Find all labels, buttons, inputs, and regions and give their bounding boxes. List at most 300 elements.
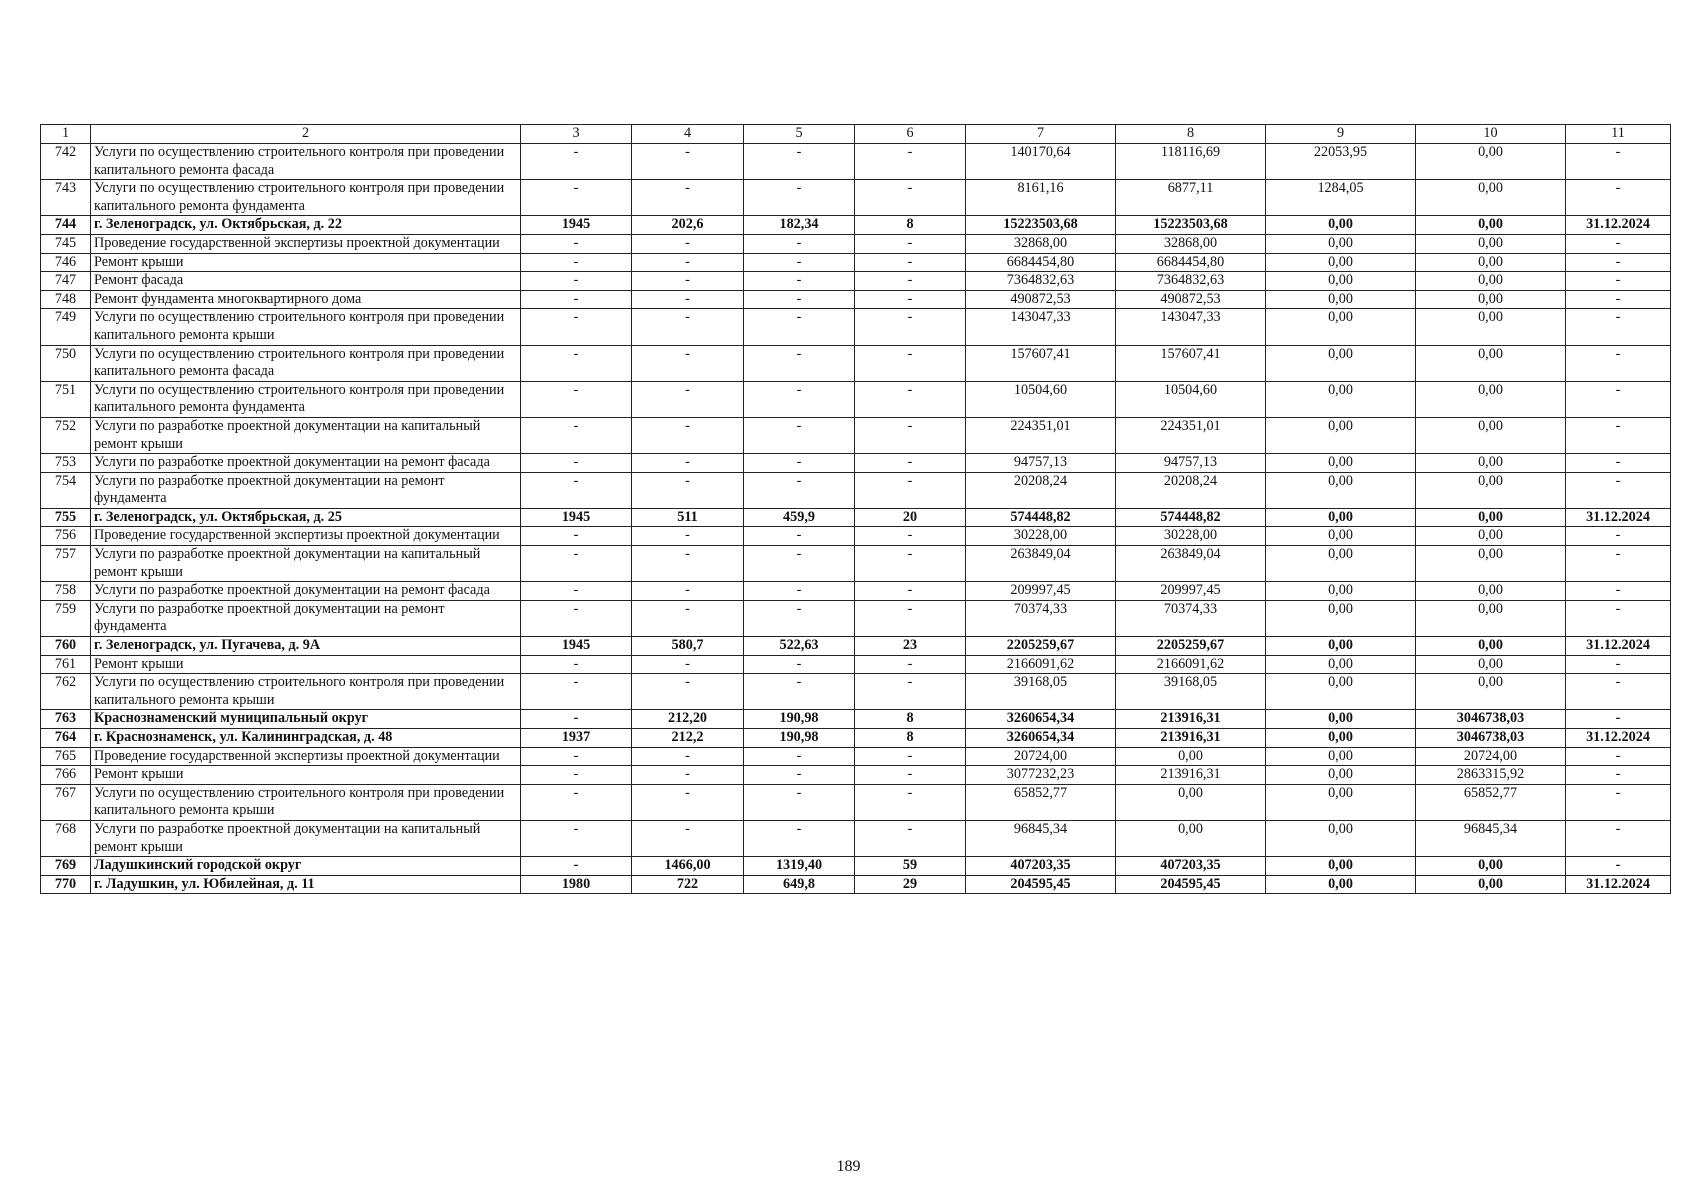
living-area-cell: - bbox=[744, 582, 855, 601]
completion-date-cell: 31.12.2024 bbox=[1566, 875, 1671, 894]
completion-date-cell: 31.12.2024 bbox=[1566, 637, 1671, 656]
total-cost-cell: 263849,04 bbox=[966, 546, 1116, 582]
table-row bbox=[41, 234, 1671, 253]
other-cost-2-cell: 0,00 bbox=[1416, 582, 1566, 601]
other-cost-1-cell: 0,00 bbox=[1266, 546, 1416, 582]
table-row bbox=[41, 472, 1671, 508]
other-cost-1-cell: 0,00 bbox=[1266, 417, 1416, 453]
build-year-cell: - bbox=[521, 272, 632, 291]
fund-cost-cell: 490872,53 bbox=[1116, 290, 1266, 309]
work-description-cell: Проведение государственной экспертизы проектной документации bbox=[91, 747, 521, 766]
residents-count-cell: - bbox=[855, 655, 966, 674]
total-area-cell: - bbox=[632, 309, 744, 345]
other-cost-2-cell: 0,00 bbox=[1416, 234, 1566, 253]
residents-count-cell: - bbox=[855, 381, 966, 417]
living-area-cell: - bbox=[744, 253, 855, 272]
work-description-cell: Ремонт фасада bbox=[91, 272, 521, 291]
other-cost-2-cell: 0,00 bbox=[1416, 216, 1566, 235]
page-number: 189 bbox=[836, 1158, 861, 1175]
row-number-cell: 746 bbox=[41, 253, 91, 272]
total-cost-cell: 204595,45 bbox=[966, 875, 1116, 894]
total-cost-cell: 140170,64 bbox=[966, 144, 1116, 180]
table-row-summary bbox=[41, 729, 1671, 748]
table-row bbox=[41, 272, 1671, 291]
total-area-cell: - bbox=[632, 180, 744, 216]
other-cost-2-cell: 0,00 bbox=[1416, 180, 1566, 216]
other-cost-1-cell: 0,00 bbox=[1266, 674, 1416, 710]
other-cost-1-cell: 0,00 bbox=[1266, 527, 1416, 546]
column-header: 3 bbox=[521, 125, 632, 144]
total-area-cell: - bbox=[632, 253, 744, 272]
build-year-cell: - bbox=[521, 253, 632, 272]
completion-date-cell: - bbox=[1566, 272, 1671, 291]
other-cost-2-cell: 0,00 bbox=[1416, 381, 1566, 417]
living-area-cell: - bbox=[744, 290, 855, 309]
other-cost-1-cell: 0,00 bbox=[1266, 253, 1416, 272]
total-area-cell: - bbox=[632, 381, 744, 417]
build-year-cell: - bbox=[521, 857, 632, 876]
living-area-cell: - bbox=[744, 272, 855, 291]
other-cost-1-cell: 1284,05 bbox=[1266, 180, 1416, 216]
other-cost-2-cell: 0,00 bbox=[1416, 272, 1566, 291]
other-cost-2-cell: 0,00 bbox=[1416, 875, 1566, 894]
fund-cost-cell: 574448,82 bbox=[1116, 508, 1266, 527]
work-description-cell: Услуги по разработке проектной документации на ремонт фундамента bbox=[91, 600, 521, 636]
total-cost-cell: 2166091,62 bbox=[966, 655, 1116, 674]
residents-count-cell: - bbox=[855, 472, 966, 508]
fund-cost-cell: 263849,04 bbox=[1116, 546, 1266, 582]
fund-cost-cell: 209997,45 bbox=[1116, 582, 1266, 601]
residents-count-cell: - bbox=[855, 345, 966, 381]
row-number-cell: 749 bbox=[41, 309, 91, 345]
completion-date-cell: - bbox=[1566, 180, 1671, 216]
column-number-row bbox=[41, 125, 1671, 144]
completion-date-cell: - bbox=[1566, 710, 1671, 729]
living-area-cell: - bbox=[744, 417, 855, 453]
table-row bbox=[41, 527, 1671, 546]
other-cost-1-cell: 0,00 bbox=[1266, 875, 1416, 894]
table-row bbox=[41, 784, 1671, 820]
table-row bbox=[41, 417, 1671, 453]
work-description-cell: Услуги по осуществлению строительного контроля при проведении капитального ремонта фасада bbox=[91, 144, 521, 180]
row-number-cell: 753 bbox=[41, 454, 91, 473]
row-number-cell: 758 bbox=[41, 582, 91, 601]
other-cost-1-cell: 0,00 bbox=[1266, 729, 1416, 748]
residents-count-cell: - bbox=[855, 417, 966, 453]
total-cost-cell: 39168,05 bbox=[966, 674, 1116, 710]
completion-date-cell: - bbox=[1566, 527, 1671, 546]
fund-cost-cell: 20208,24 bbox=[1116, 472, 1266, 508]
fund-cost-cell: 2166091,62 bbox=[1116, 655, 1266, 674]
total-cost-cell: 96845,34 bbox=[966, 820, 1116, 856]
work-description-cell: Ремонт крыши bbox=[91, 253, 521, 272]
living-area-cell: 190,98 bbox=[744, 710, 855, 729]
total-cost-cell: 3260654,34 bbox=[966, 729, 1116, 748]
living-area-cell: - bbox=[744, 454, 855, 473]
total-cost-cell: 30228,00 bbox=[966, 527, 1116, 546]
total-area-cell: - bbox=[632, 674, 744, 710]
living-area-cell: 459,9 bbox=[744, 508, 855, 527]
other-cost-2-cell: 2863315,92 bbox=[1416, 766, 1566, 785]
other-cost-1-cell: 0,00 bbox=[1266, 272, 1416, 291]
fund-cost-cell: 6877,11 bbox=[1116, 180, 1266, 216]
residents-count-cell: 59 bbox=[855, 857, 966, 876]
work-description-cell: Услуги по разработке проектной документации на капитальный ремонт крыши bbox=[91, 820, 521, 856]
completion-date-cell: - bbox=[1566, 381, 1671, 417]
total-cost-cell: 157607,41 bbox=[966, 345, 1116, 381]
fund-cost-cell: 7364832,63 bbox=[1116, 272, 1266, 291]
total-cost-cell: 574448,82 bbox=[966, 508, 1116, 527]
living-area-cell: 1319,40 bbox=[744, 857, 855, 876]
build-year-cell: - bbox=[521, 309, 632, 345]
residents-count-cell: - bbox=[855, 674, 966, 710]
build-year-cell: - bbox=[521, 290, 632, 309]
residents-count-cell: 23 bbox=[855, 637, 966, 656]
total-cost-cell: 15223503,68 bbox=[966, 216, 1116, 235]
build-year-cell: 1945 bbox=[521, 637, 632, 656]
total-area-cell: - bbox=[632, 472, 744, 508]
fund-cost-cell: 0,00 bbox=[1116, 820, 1266, 856]
other-cost-2-cell: 0,00 bbox=[1416, 144, 1566, 180]
total-cost-cell: 209997,45 bbox=[966, 582, 1116, 601]
other-cost-2-cell: 0,00 bbox=[1416, 454, 1566, 473]
fund-cost-cell: 204595,45 bbox=[1116, 875, 1266, 894]
fund-cost-cell: 32868,00 bbox=[1116, 234, 1266, 253]
living-area-cell: - bbox=[744, 766, 855, 785]
table-body bbox=[41, 144, 1671, 894]
build-year-cell: - bbox=[521, 710, 632, 729]
other-cost-1-cell: 0,00 bbox=[1266, 820, 1416, 856]
column-header: 6 bbox=[855, 125, 966, 144]
completion-date-cell: - bbox=[1566, 290, 1671, 309]
build-year-cell: - bbox=[521, 417, 632, 453]
fund-cost-cell: 70374,33 bbox=[1116, 600, 1266, 636]
living-area-cell: - bbox=[744, 546, 855, 582]
row-number-cell: 743 bbox=[41, 180, 91, 216]
work-description-cell: Проведение государственной экспертизы проектной документации bbox=[91, 527, 521, 546]
fund-cost-cell: 30228,00 bbox=[1116, 527, 1266, 546]
total-area-cell: - bbox=[632, 784, 744, 820]
fund-cost-cell: 0,00 bbox=[1116, 747, 1266, 766]
total-cost-cell: 20208,24 bbox=[966, 472, 1116, 508]
row-number-cell: 768 bbox=[41, 820, 91, 856]
work-description-cell: Услуги по разработке проектной документации на ремонт фасада bbox=[91, 582, 521, 601]
total-cost-cell: 94757,13 bbox=[966, 454, 1116, 473]
other-cost-2-cell: 0,00 bbox=[1416, 345, 1566, 381]
work-description-cell: г. Зеленоградск, ул. Октябрьская, д. 25 bbox=[91, 508, 521, 527]
work-description-cell: Услуги по осуществлению строительного контроля при проведении капитального ремонта крыши bbox=[91, 309, 521, 345]
other-cost-2-cell: 0,00 bbox=[1416, 857, 1566, 876]
fund-cost-cell: 224351,01 bbox=[1116, 417, 1266, 453]
build-year-cell: - bbox=[521, 600, 632, 636]
work-description-cell: Ремонт крыши bbox=[91, 766, 521, 785]
table-row-summary bbox=[41, 637, 1671, 656]
fund-cost-cell: 143047,33 bbox=[1116, 309, 1266, 345]
living-area-cell: - bbox=[744, 144, 855, 180]
column-header: 4 bbox=[632, 125, 744, 144]
fund-cost-cell: 118116,69 bbox=[1116, 144, 1266, 180]
other-cost-1-cell: 0,00 bbox=[1266, 234, 1416, 253]
row-number-cell: 757 bbox=[41, 546, 91, 582]
table-row bbox=[41, 820, 1671, 856]
work-description-cell: г. Ладушкин, ул. Юбилейная, д. 11 bbox=[91, 875, 521, 894]
work-description-cell: Услуги по осуществлению строительного контроля при проведении капитального ремонта фундамента bbox=[91, 180, 521, 216]
table-row-summary bbox=[41, 710, 1671, 729]
residents-count-cell: - bbox=[855, 600, 966, 636]
total-area-cell: - bbox=[632, 582, 744, 601]
total-cost-cell: 143047,33 bbox=[966, 309, 1116, 345]
column-header: 9 bbox=[1266, 125, 1416, 144]
total-cost-cell: 32868,00 bbox=[966, 234, 1116, 253]
column-header: 2 bbox=[91, 125, 521, 144]
total-cost-cell: 10504,60 bbox=[966, 381, 1116, 417]
residents-count-cell: - bbox=[855, 546, 966, 582]
other-cost-2-cell: 20724,00 bbox=[1416, 747, 1566, 766]
table-row bbox=[41, 546, 1671, 582]
total-cost-cell: 224351,01 bbox=[966, 417, 1116, 453]
table-row bbox=[41, 747, 1671, 766]
work-description-cell: Услуги по осуществлению строительного контроля при проведении капитального ремонта крыши bbox=[91, 784, 521, 820]
row-number-cell: 762 bbox=[41, 674, 91, 710]
living-area-cell: - bbox=[744, 820, 855, 856]
row-number-cell: 765 bbox=[41, 747, 91, 766]
residents-count-cell: 8 bbox=[855, 216, 966, 235]
capital-repair-table bbox=[40, 124, 1671, 894]
living-area-cell: - bbox=[744, 527, 855, 546]
residents-count-cell: - bbox=[855, 527, 966, 546]
table-row bbox=[41, 582, 1671, 601]
completion-date-cell: - bbox=[1566, 472, 1671, 508]
other-cost-2-cell: 0,00 bbox=[1416, 527, 1566, 546]
residents-count-cell: - bbox=[855, 144, 966, 180]
other-cost-1-cell: 0,00 bbox=[1266, 472, 1416, 508]
table-row bbox=[41, 309, 1671, 345]
work-description-cell: Ремонт крыши bbox=[91, 655, 521, 674]
completion-date-cell: 31.12.2024 bbox=[1566, 729, 1671, 748]
row-number-cell: 759 bbox=[41, 600, 91, 636]
total-cost-cell: 20724,00 bbox=[966, 747, 1116, 766]
total-area-cell: - bbox=[632, 546, 744, 582]
row-number-cell: 769 bbox=[41, 857, 91, 876]
completion-date-cell: - bbox=[1566, 820, 1671, 856]
row-number-cell: 742 bbox=[41, 144, 91, 180]
completion-date-cell: - bbox=[1566, 546, 1671, 582]
work-description-cell: Ладушкинский городской округ bbox=[91, 857, 521, 876]
work-description-cell: Услуги по разработке проектной документации на капитальный ремонт крыши bbox=[91, 546, 521, 582]
fund-cost-cell: 94757,13 bbox=[1116, 454, 1266, 473]
completion-date-cell: - bbox=[1566, 857, 1671, 876]
build-year-cell: - bbox=[521, 747, 632, 766]
table-row bbox=[41, 600, 1671, 636]
living-area-cell: 190,98 bbox=[744, 729, 855, 748]
row-number-cell: 764 bbox=[41, 729, 91, 748]
build-year-cell: - bbox=[521, 582, 632, 601]
other-cost-2-cell: 3046738,03 bbox=[1416, 729, 1566, 748]
row-number-cell: 750 bbox=[41, 345, 91, 381]
living-area-cell: - bbox=[744, 234, 855, 253]
residents-count-cell: 8 bbox=[855, 710, 966, 729]
build-year-cell: - bbox=[521, 454, 632, 473]
row-number-cell: 767 bbox=[41, 784, 91, 820]
living-area-cell: - bbox=[744, 747, 855, 766]
build-year-cell: - bbox=[521, 784, 632, 820]
row-number-cell: 754 bbox=[41, 472, 91, 508]
build-year-cell: 1945 bbox=[521, 216, 632, 235]
total-area-cell: - bbox=[632, 272, 744, 291]
completion-date-cell: 31.12.2024 bbox=[1566, 216, 1671, 235]
row-number-cell: 747 bbox=[41, 272, 91, 291]
column-header: 10 bbox=[1416, 125, 1566, 144]
completion-date-cell: - bbox=[1566, 600, 1671, 636]
row-number-cell: 770 bbox=[41, 875, 91, 894]
other-cost-2-cell: 0,00 bbox=[1416, 600, 1566, 636]
build-year-cell: - bbox=[521, 766, 632, 785]
total-cost-cell: 8161,16 bbox=[966, 180, 1116, 216]
living-area-cell: - bbox=[744, 784, 855, 820]
work-description-cell: Краснознаменский муниципальный округ bbox=[91, 710, 521, 729]
other-cost-1-cell: 0,00 bbox=[1266, 637, 1416, 656]
build-year-cell: - bbox=[521, 820, 632, 856]
work-description-cell: г. Зеленоградск, ул. Пугачева, д. 9А bbox=[91, 637, 521, 656]
completion-date-cell: - bbox=[1566, 674, 1671, 710]
work-description-cell: Ремонт фундамента многоквартирного дома bbox=[91, 290, 521, 309]
fund-cost-cell: 15223503,68 bbox=[1116, 216, 1266, 235]
living-area-cell: - bbox=[744, 180, 855, 216]
build-year-cell: - bbox=[521, 144, 632, 180]
table-row bbox=[41, 144, 1671, 180]
table-row bbox=[41, 253, 1671, 272]
total-area-cell: - bbox=[632, 144, 744, 180]
row-number-cell: 755 bbox=[41, 508, 91, 527]
build-year-cell: - bbox=[521, 674, 632, 710]
total-area-cell: - bbox=[632, 747, 744, 766]
build-year-cell: - bbox=[521, 234, 632, 253]
other-cost-1-cell: 0,00 bbox=[1266, 857, 1416, 876]
total-area-cell: 511 bbox=[632, 508, 744, 527]
fund-cost-cell: 39168,05 bbox=[1116, 674, 1266, 710]
table-row bbox=[41, 345, 1671, 381]
completion-date-cell: - bbox=[1566, 253, 1671, 272]
living-area-cell: - bbox=[744, 381, 855, 417]
fund-cost-cell: 407203,35 bbox=[1116, 857, 1266, 876]
total-area-cell: - bbox=[632, 820, 744, 856]
total-cost-cell: 490872,53 bbox=[966, 290, 1116, 309]
residents-count-cell: 8 bbox=[855, 729, 966, 748]
fund-cost-cell: 157607,41 bbox=[1116, 345, 1266, 381]
completion-date-cell: - bbox=[1566, 417, 1671, 453]
fund-cost-cell: 0,00 bbox=[1116, 784, 1266, 820]
total-cost-cell: 65852,77 bbox=[966, 784, 1116, 820]
residents-count-cell: - bbox=[855, 234, 966, 253]
other-cost-1-cell: 0,00 bbox=[1266, 766, 1416, 785]
table-row bbox=[41, 655, 1671, 674]
other-cost-1-cell: 0,00 bbox=[1266, 582, 1416, 601]
other-cost-1-cell: 0,00 bbox=[1266, 508, 1416, 527]
total-area-cell: - bbox=[632, 454, 744, 473]
completion-date-cell: 31.12.2024 bbox=[1566, 508, 1671, 527]
build-year-cell: - bbox=[521, 546, 632, 582]
work-description-cell: Услуги по осуществлению строительного контроля при проведении капитального ремонта фундамента bbox=[91, 381, 521, 417]
residents-count-cell: - bbox=[855, 309, 966, 345]
build-year-cell: 1980 bbox=[521, 875, 632, 894]
living-area-cell: 182,34 bbox=[744, 216, 855, 235]
table-row bbox=[41, 381, 1671, 417]
row-number-cell: 756 bbox=[41, 527, 91, 546]
other-cost-2-cell: 0,00 bbox=[1416, 508, 1566, 527]
living-area-cell: 522,63 bbox=[744, 637, 855, 656]
fund-cost-cell: 2205259,67 bbox=[1116, 637, 1266, 656]
other-cost-1-cell: 0,00 bbox=[1266, 345, 1416, 381]
total-area-cell: 580,7 bbox=[632, 637, 744, 656]
build-year-cell: 1945 bbox=[521, 508, 632, 527]
living-area-cell: - bbox=[744, 674, 855, 710]
residents-count-cell: - bbox=[855, 766, 966, 785]
work-description-cell: Услуги по разработке проектной документации на ремонт фундамента bbox=[91, 472, 521, 508]
column-header: 7 bbox=[966, 125, 1116, 144]
other-cost-2-cell: 0,00 bbox=[1416, 253, 1566, 272]
work-description-cell: Проведение государственной экспертизы проектной документации bbox=[91, 234, 521, 253]
other-cost-2-cell: 0,00 bbox=[1416, 637, 1566, 656]
total-area-cell: - bbox=[632, 234, 744, 253]
total-cost-cell: 70374,33 bbox=[966, 600, 1116, 636]
other-cost-2-cell: 0,00 bbox=[1416, 546, 1566, 582]
completion-date-cell: - bbox=[1566, 766, 1671, 785]
other-cost-1-cell: 22053,95 bbox=[1266, 144, 1416, 180]
row-number-cell: 745 bbox=[41, 234, 91, 253]
completion-date-cell: - bbox=[1566, 454, 1671, 473]
other-cost-1-cell: 0,00 bbox=[1266, 655, 1416, 674]
build-year-cell: - bbox=[521, 180, 632, 216]
residents-count-cell: 20 bbox=[855, 508, 966, 527]
other-cost-2-cell: 65852,77 bbox=[1416, 784, 1566, 820]
total-area-cell: - bbox=[632, 345, 744, 381]
other-cost-1-cell: 0,00 bbox=[1266, 216, 1416, 235]
other-cost-1-cell: 0,00 bbox=[1266, 309, 1416, 345]
column-header: 5 bbox=[744, 125, 855, 144]
total-cost-cell: 6684454,80 bbox=[966, 253, 1116, 272]
total-cost-cell: 407203,35 bbox=[966, 857, 1116, 876]
living-area-cell: - bbox=[744, 600, 855, 636]
total-area-cell: - bbox=[632, 527, 744, 546]
build-year-cell: - bbox=[521, 527, 632, 546]
row-number-cell: 744 bbox=[41, 216, 91, 235]
completion-date-cell: - bbox=[1566, 747, 1671, 766]
table-row bbox=[41, 290, 1671, 309]
completion-date-cell: - bbox=[1566, 582, 1671, 601]
row-number-cell: 760 bbox=[41, 637, 91, 656]
living-area-cell: - bbox=[744, 345, 855, 381]
living-area-cell: 649,8 bbox=[744, 875, 855, 894]
residents-count-cell: - bbox=[855, 747, 966, 766]
residents-count-cell: - bbox=[855, 582, 966, 601]
table-row bbox=[41, 674, 1671, 710]
row-number-cell: 752 bbox=[41, 417, 91, 453]
other-cost-1-cell: 0,00 bbox=[1266, 784, 1416, 820]
row-number-cell: 766 bbox=[41, 766, 91, 785]
table-row-summary bbox=[41, 857, 1671, 876]
total-area-cell: 202,6 bbox=[632, 216, 744, 235]
work-description-cell: г. Краснознаменск, ул. Калининградская, д. 48 bbox=[91, 729, 521, 748]
work-description-cell: г. Зеленоградск, ул. Октябрьская, д. 22 bbox=[91, 216, 521, 235]
residents-count-cell: - bbox=[855, 253, 966, 272]
fund-cost-cell: 213916,31 bbox=[1116, 710, 1266, 729]
total-area-cell: 1466,00 bbox=[632, 857, 744, 876]
residents-count-cell: - bbox=[855, 820, 966, 856]
table-row bbox=[41, 180, 1671, 216]
residents-count-cell: - bbox=[855, 272, 966, 291]
living-area-cell: - bbox=[744, 655, 855, 674]
column-header: 11 bbox=[1566, 125, 1671, 144]
